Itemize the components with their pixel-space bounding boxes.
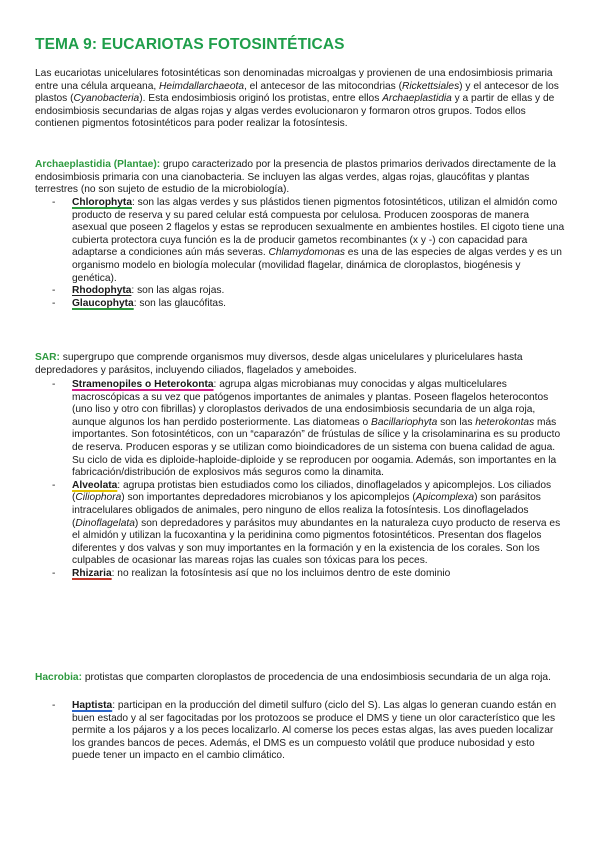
term-glaucophyta: Glaucophyta [72, 297, 134, 309]
list-item-glaucophyta: - Glaucophyta: son las glaucófitas. [52, 297, 227, 309]
list-item-haptista: - Haptista: participan en la producción del dimetil sulfuro (ciclo del S). Las algas lo generan cuando están en buen estado y al ser fagocitadas por los protozoos se produce el DMS y tiene un olor característico que les permite a los pájaros y a los peces localizarlo. Al comerse los peces estas algas, las aves pueden localizar los grandes bancos de peces. Además, el DMS es un compuesto volátil que produce nubosidad y esto puede tener un impacto en el cambio climático. [52, 700, 557, 762]
term-alveolata: Alveolata [72, 479, 118, 491]
list-item-chlorophyta: - Chlorophyta: son las algas verdes y sus plástidos tienen pigmentos fotosintéticos, utilizan el almidón como producto de reserva y su pared celular está compuesta por celulosa. Producen zoosporas de manera asexual que poseen 2 flagelos y estas se reproducen sexualmente en ambientes hostiles. El cigoto tiene una cubierta protectora cuya función es la de producir gametos recombinantes (x y -) con capacidad para adaptarse a condiciones aún más severas. Chlamydomonas es una de las especies de algas verdes y es un organismo modelo en biología molecular (movilidad flagelar, dinámica de cloroplastos, biogénesis y genética). [52, 197, 565, 284]
list-dash: - [52, 285, 56, 297]
list-dash: - [52, 700, 56, 711]
list-item-alveolata: - Alveolata: agrupa protistas bien estudiados como los ciliados, dinoflagelados y apicomplejos. Los ciliados (Ciliophora) son importantes depredadores microbianos y los apicomplejos (Apicomplexa) son parásitos intracelulares obligados de animales, pero ninguno de ellos realiza la fotosíntesis. Los dinoflagelados (Dinoflagelata) son depredadores y parásitos muy abundantes en la naturaleza cuyo producto de reserva es el almidón y utilizan la fucoxantina y la peridinina como pigmentos fotosintéticos. Presentan dos flagelos diferentes y dos valvas y son muy importantes en la formación y en la existencia de los corales. Son los culpables de ocasionar las mareas rojas las cuales son tóxicas para los peces. [52, 479, 561, 567]
hacrobia-paragraph: Hacrobia: protistas que comparten cloroplastos de procedencia de una endosimbiosis secundaria de un alga roja. [35, 672, 551, 683]
sar-list [35, 379, 565, 581]
term-haptista: Haptista [72, 700, 113, 711]
archaeplastidia-paragraph: Archaeplastidia (Plantae): grupo caracterizado por la presencia de plastos primarios derivados directamente de la endosimbiosis primaria con una cianobacteria. Se incluyen las algas verdes, algas rojas, glaucófitas y plantas terrestres (no son sujeto de estudio de la microbiología). [35, 159, 556, 196]
term-rhodophyta: Rhodophyta [72, 285, 132, 297]
list-dash: - [52, 479, 56, 491]
archaeplastidia-list [35, 197, 565, 310]
term-rhizaria: Rhizaria [72, 567, 112, 579]
intro-paragraph: Las eucariotas unicelulares fotosintéticas son denominadas microalgas y provienen de una endosimbiosis primaria entre una célula arqueana, Heimdallarchaeota, el antecesor de las mitocondrias (Rickettsiales) y el antecesor de los plastos (Cyanobacteria). Esta endosimbiosis originó los protistas, entre ellos Archaeplastidia y a partir de ellas y de endosimbiosis secundarias de algas rojas y algas verdes evolucionaron y formaron otros grupos. Todos ellos contienen pigmentos fotosintéticos para poder realizar la fotosíntesis. [35, 68, 559, 130]
term-chlorophyta: Chlorophyta [72, 197, 132, 208]
list-dash: - [52, 197, 56, 208]
sar-heading: SAR: [35, 352, 60, 363]
list-dash: - [52, 379, 56, 390]
sar-paragraph: SAR: supergrupo que comprende organismos muy diversos, desde algas unicelulares y pluricelulares hasta depredadores y parásitos, incluyendo ciliados, flagelados y ameboides. [35, 352, 523, 376]
term-stramenopiles: Stramenopiles o Heterokonta [72, 379, 214, 390]
list-dash: - [52, 297, 56, 309]
hacrobia-heading: Hacrobia: [35, 672, 82, 683]
list-dash: - [52, 567, 56, 579]
list-item-rhodophyta: - Rhodophyta: son las algas rojas. [52, 285, 225, 297]
archaeplastidia-heading: Archaeplastidia (Plantae): [35, 159, 161, 170]
list-item-stramenopiles: - Stramenopiles o Heterokonta: agrupa algas microbianas muy conocidas y algas multicelulares macroscópicas a su vez que patógenos importantes de animales y plantas. Poseen flagelos heterocontos (uno liso y otro con fibrillas) y cloroplastos derivados de una endosimbiosis secundaria de un alga roja, aunque algunos los han perdido posteriormente. Las diatomeas o Bacillariophyta son las heterokontas más importantes. Son fotosintéticos, con un “caparazón” de frústulas de sílice y la crisolaminarina es su producto de reserva. Producen esporas y se utilizan como bioindicadores de un sistema con buena calidad de agua. Su ciclo de vida es diploide-haploide-diploide y se reproducen por oogamia. Además, son importantes en la fabricación/distribución de explosivos más seguros como la dinamita. [52, 379, 561, 479]
hacrobia-list [35, 700, 565, 763]
list-item-rhizaria: - Rhizaria: no realizan la fotosíntesis así que no los incluimos dentro de este dominio [52, 567, 451, 579]
page-title: TEMA 9: EUCARIOTAS FOTOSINTÉTICAS [35, 36, 345, 53]
